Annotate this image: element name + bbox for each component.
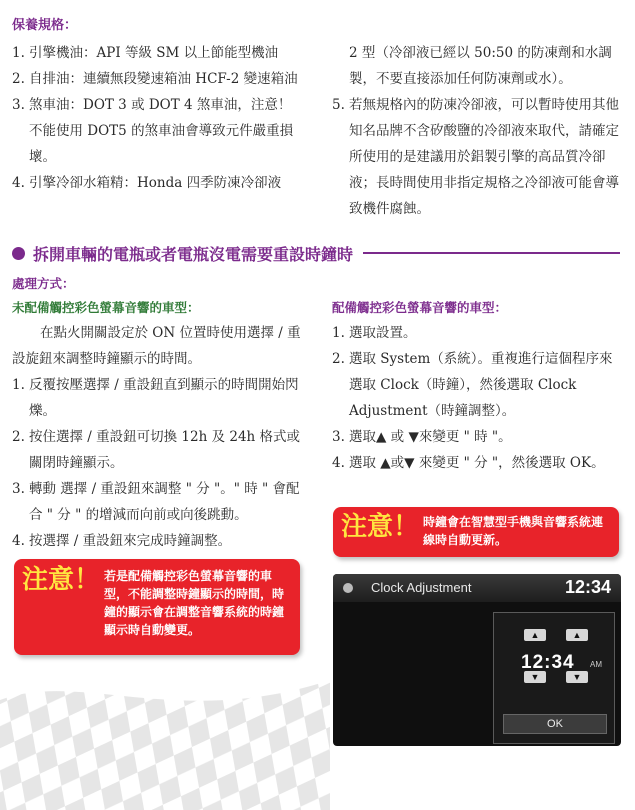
spec-list-right	[332, 40, 622, 222]
screen-title: Clock Adjustment	[371, 580, 472, 595]
list-item	[12, 170, 304, 196]
list-item-text: 按選擇 / 重設鈕來完成時鐘調整。	[29, 533, 232, 549]
list-item-number	[332, 40, 349, 92]
list-item-text: 按住選擇 / 重設鈕可切換 12h 及 24h 格式或關閉時鐘顯示。	[29, 429, 301, 471]
list-item-text: 自排油：連續無段變速箱油 HCF-2 變速箱油	[29, 71, 298, 87]
left-intro: 在點火開關設定於 ON 位置時使用選擇 / 重設旋鈕來調整時鐘顯示的時間。	[12, 325, 301, 367]
hour-up-icon[interactable]: ▲	[524, 629, 546, 641]
minute-up-icon[interactable]: ▲	[566, 629, 588, 641]
list-item	[12, 372, 304, 424]
list-item	[12, 40, 304, 66]
ok-button[interactable]: OK	[503, 714, 607, 734]
right-warning-note: 注意！ 時鐘會在智慧型手機與音響系統連線時自動更新。	[333, 507, 619, 557]
list-item	[332, 92, 622, 222]
back-icon[interactable]	[343, 583, 353, 593]
list-item-text: 轉動 選擇 / 重設鈕來調整 " 分 "。" 時 " 會配合 " 分 " 的增減而向前或向後跳動。	[29, 481, 300, 523]
right-subheading: 配備觸控彩色螢幕音響的車型：	[332, 300, 508, 315]
section-title: 拆開車輛的電瓶或者電瓶沒電需要重設時鐘時	[12, 240, 620, 266]
list-item-text: 選取 System（系統）。重複進行這個程序來選取 Clock（時鐘），然後選取 Clock Adjustment（時鐘調整）。	[349, 351, 613, 419]
list-item	[12, 476, 304, 528]
list-item-text: 煞車油：DOT 3 或 DOT 4 煞車油，注意！不能使用 DOT5 的煞車油會導致元件嚴重損壞。	[29, 97, 294, 165]
method-label: 處理方式：	[12, 276, 75, 291]
minute-down-icon[interactable]: ▼	[566, 671, 588, 683]
list-item-number: 1.	[12, 377, 25, 393]
list-item-text: 選取設置。	[349, 325, 417, 341]
title-rule	[363, 252, 620, 254]
list-item-text: 選取 ▲或▼ 來變更 " 分 "，然後選取 OK。	[349, 455, 605, 471]
list-item-text: 若無規格內的防凍冷卻液，可以暫時使用其他知名品牌不含矽酸鹽的冷卻液來取代，請確定所使用的是建議用於鋁製引擎的高品質冷卻液；長時間使用非指定規格之冷卻液可能會導致機件腐蝕。	[349, 97, 619, 217]
list-item	[12, 424, 304, 476]
list-item	[332, 320, 622, 346]
list-item-text: 引擎機油：API 等級 SM 以上節能型機油	[29, 45, 279, 61]
adjust-ampm: AM	[590, 660, 602, 669]
list-item-number: 4.	[12, 533, 25, 549]
left-subheading: 未配備觸控彩色螢幕音響的車型：	[12, 300, 200, 315]
list-item-text: 引擎冷卻水箱精：Honda 四季防凍冷卻液	[29, 175, 282, 191]
hour-down-icon[interactable]: ▼	[524, 671, 546, 683]
list-item	[12, 66, 304, 92]
list-item	[332, 346, 622, 424]
list-item-number: 1.	[332, 325, 345, 341]
list-item	[332, 40, 622, 92]
list-item-text: 選取▲ 或 ▼來變更 " 時 "。	[349, 429, 512, 445]
list-item-number: 3.	[12, 481, 25, 497]
list-item-number: 5.	[332, 97, 345, 113]
clock-adjustment-screen	[333, 574, 621, 746]
list-item-text: 2 型（冷卻液已經以 50:50 的防凍劑和水調製，不要直接添加任何防凍劑或水）。	[349, 45, 612, 87]
list-item-number: 2.	[12, 71, 25, 87]
list-item	[332, 450, 622, 476]
list-item-number: 1.	[12, 45, 25, 61]
list-item-number: 2.	[12, 429, 25, 445]
left-steps	[12, 372, 304, 554]
spec-heading: 保養規格：	[12, 18, 78, 33]
list-item	[12, 92, 304, 170]
list-item-number: 4.	[332, 455, 345, 471]
list-item-text: 反覆按壓選擇 / 重設鈕直到顯示的時間開始閃爍。	[29, 377, 299, 419]
list-item	[332, 424, 622, 450]
adjust-time: 12:34	[521, 652, 575, 673]
list-item-number: 2.	[332, 351, 345, 367]
screen-clock: 12:34	[564, 577, 611, 597]
list-item-number: 4.	[12, 175, 25, 191]
list-item	[12, 528, 304, 554]
right-steps	[332, 320, 622, 476]
bullet-dot-icon	[12, 247, 25, 260]
list-item-number: 3.	[12, 97, 25, 113]
spec-list-left	[12, 40, 304, 196]
checkered-flag-decoration	[0, 660, 330, 810]
list-item-number: 3.	[332, 429, 345, 445]
left-warning-note: 注意！ 若是配備觸控彩色螢幕音響的車型，不能調整時鐘顯示的時間，時鐘的顯示會在調整音響系統的時鐘顯示時自動變更。	[14, 559, 300, 655]
